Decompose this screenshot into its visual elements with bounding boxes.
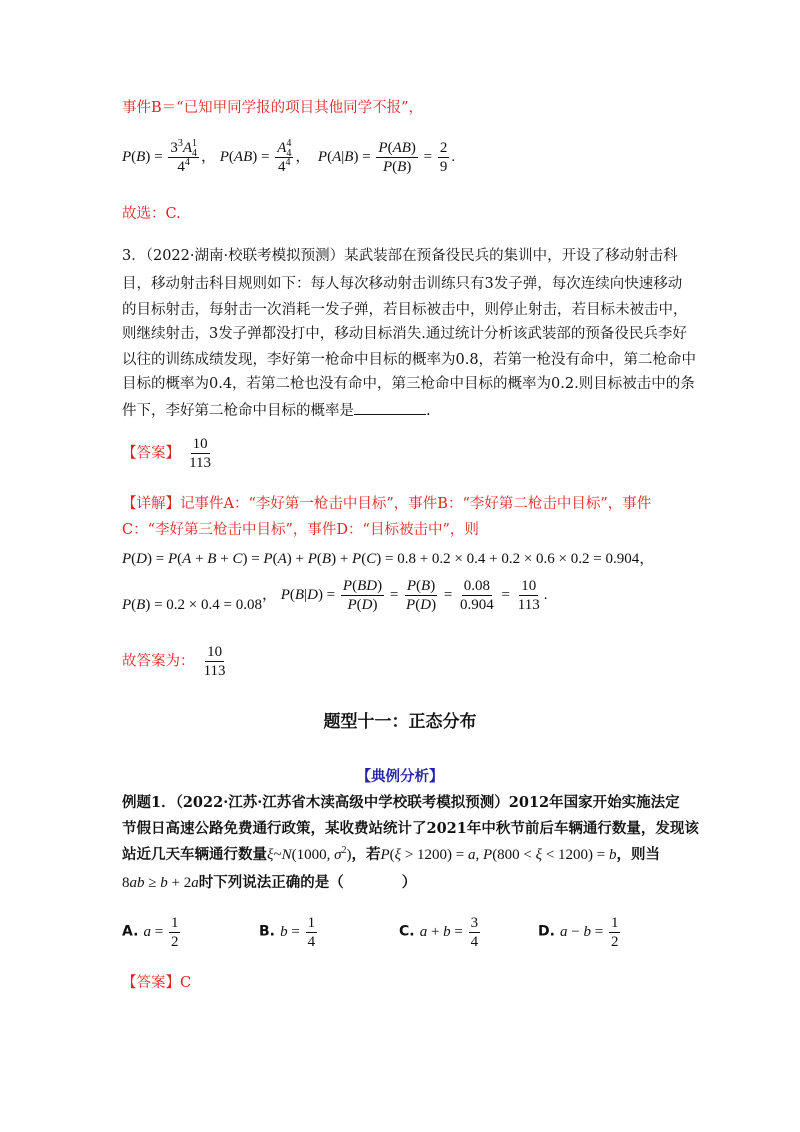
- option-a[interactable]: A. a = $\frac{1}{2}$: [122, 915, 179, 950]
- answer-c-line: 故选：C.: [122, 206, 181, 222]
- example1-line3-a: 站近几天车辆通行数量: [122, 846, 267, 863]
- q3-last-end: .: [426, 403, 431, 419]
- answer-label: 【答案】: [122, 445, 180, 462]
- option-c-label: C.: [399, 923, 415, 940]
- q3-line-2: 目，移动射击科目规则如下：每人每次移动射击训练只有3发子弹，每次连续向快速移动: [122, 276, 683, 292]
- answer-fraction: $\frac{10}{113}$: [189, 436, 212, 471]
- q3-line-1: 3．（2022·湖南·校联考模拟预测）某武装部在预备役民兵的集训中，开设了移动射击科: [122, 248, 678, 264]
- example1-line3-b: ，若: [351, 846, 381, 863]
- detail-line-1: 【详解】记事件A：“李好第一枪击中目标”，事件B：“李好第二枪击中目标”，事件: [122, 496, 652, 512]
- event-b-text: 事件B＝“已知甲同学报的项目其他同学不报”，: [122, 100, 423, 116]
- option-c[interactable]: C. a + b = $\frac{3}{4}$: [399, 915, 479, 950]
- section-title: 题型十一：正态分布: [323, 712, 477, 732]
- answer-block: [122, 436, 215, 471]
- option-d[interactable]: D. a − b = $\frac{1}{2}$: [538, 915, 619, 950]
- final-answer-fraction: $\frac{10}{113}$: [203, 644, 226, 679]
- q3-last-line-text: 件下，李好第二枪命中目标的概率是: [122, 403, 354, 419]
- q3-line-6: 目标的概率为0.4，若第二枪也没有命中，第三枪命中目标的概率为0.2.则目标被击中的条: [122, 376, 695, 392]
- example1-line-4: 8ab ≥ b + 2a时下列说法正确的是（ ）: [122, 874, 417, 891]
- detail-line-2: C：“李好第三枪击中目标”，事件D：“目标被击中”，则: [122, 522, 479, 538]
- q3-line-5: 以往的训练成绩发现，李好第一枪命中目标的概率为0.8，若第一枪没有命中，第二枪命中: [122, 352, 697, 368]
- answer-blank: [354, 400, 426, 415]
- option-b-label: B.: [259, 923, 275, 940]
- example1-line4-b: 时下列说法正确的是（ ）: [198, 874, 417, 891]
- q3-line-4: 则继续射击，3发子弹都没打中，移动目标消失.通过统计分析该武装部的预备役民兵李好: [122, 326, 687, 342]
- example1-line-2: 节假日高速公路免费通行政策，某收费站统计了2021年中秋节前后车辆通行数量，发现该: [122, 820, 699, 837]
- example-analysis-label: 【典例分析】: [356, 768, 444, 785]
- option-d-label: D.: [538, 923, 555, 940]
- example1-line-1: 例题1．（2022·江苏·江苏省木渎高级中学校联考模拟预测）2012年国家开始实施法定: [122, 794, 680, 811]
- formula-pbd: P(B) = 0.2 × 0.4 = 0.08， P(B|D) = $\frac{P(BD)}{P(D)}$ = $\frac{P(B)}{P(D)}$ = $\frac{0.08}{0.904}$ = $\frac{10}{113}$ .: [122, 578, 548, 613]
- option-a-label: A.: [122, 923, 139, 940]
- answer2-line: 【答案】C: [122, 975, 192, 991]
- formula-pd: P(D) = P(A + B + C) = P(A) + P(B) + P(C) = 0.8 + 0.2 × 0.4 + 0.2 × 0.6 × 0.2 = 0.904，: [122, 551, 655, 567]
- example1-line-3: 站近几天车辆通行数量ξ~N(1000, $\sigma^2$)，若P(ξ > 1200) = a, P(800 < ξ < 1200) = b，则当: [122, 845, 661, 863]
- q3-line-3: 的目标射击，每射击一次消耗一发子弹，若目标被击中，则停止射击，若目标未被击中，: [122, 302, 688, 318]
- final-answer-block: [122, 644, 230, 679]
- q3-line-7: [122, 400, 431, 421]
- formula-pb: P(B) = $\frac{3^3A^1_4}{4^4}$ ， P(AB) = $\frac{A^4_4}{4^4}$ ， P(A|B) = $\frac{P(AB)}{P(B)}$ = $\frac{2}{9}$ .: [122, 138, 456, 175]
- example1-line3-c: ，则当: [616, 846, 661, 863]
- option-b[interactable]: B. b = $\frac{1}{4}$: [259, 915, 316, 950]
- final-answer-label: 故答案为：: [122, 653, 195, 670]
